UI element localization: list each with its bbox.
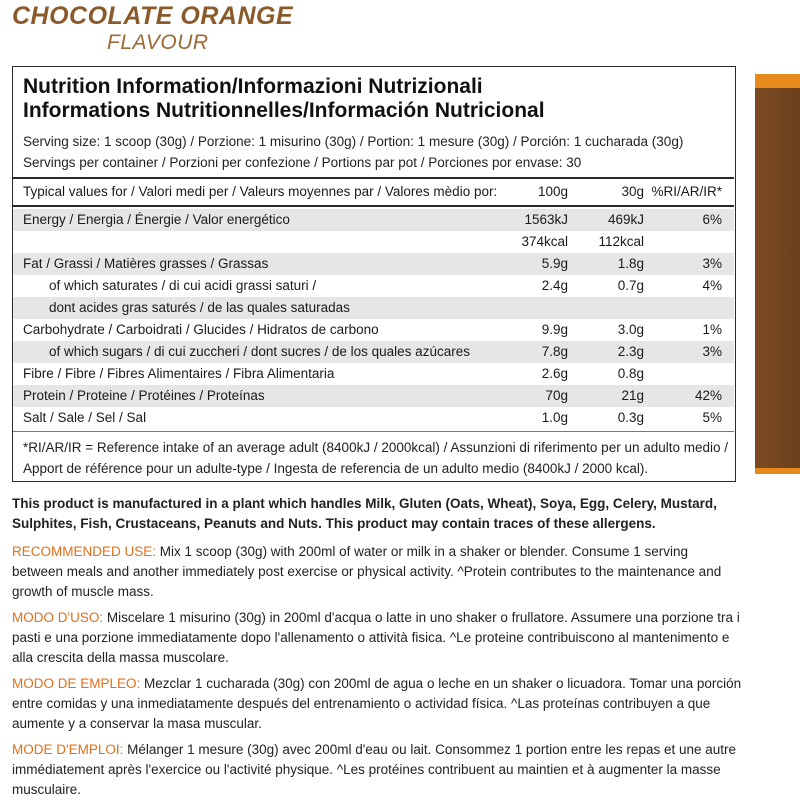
row-value-100g: 2.4g xyxy=(541,278,568,293)
row-label: of which sugars / di cui zuccheri / dont sucres / de los quales azúcares xyxy=(49,344,470,359)
usage-text: Mezclar 1 cucharada (30g) con 200ml de agua o leche en un shaker o licuadora. Tomar una porción entre comidas y una inmediatamente después del entrenamiento o actividad física. ^Las proteínas contribuyen a que aumente y a conservar la masa muscular. xyxy=(12,676,742,731)
nutrition-title xyxy=(23,75,723,123)
table-row xyxy=(13,363,734,385)
usage-it xyxy=(12,608,742,668)
row-label: of which saturates / di cui acidi grassi saturi / xyxy=(49,278,317,293)
header-col-ri: %RI/AR/IR* xyxy=(651,184,722,199)
row-value-ri: 6% xyxy=(702,212,722,227)
row-value-ri: 42% xyxy=(694,388,722,403)
row-label: Salt / Sale / Sel / Sal xyxy=(23,410,147,425)
table-row xyxy=(13,231,734,253)
row-value-100g: 9.9g xyxy=(541,322,568,337)
table-row xyxy=(13,341,734,363)
row-value-100g: 1563kJ xyxy=(524,212,568,227)
row-value-ri: 5% xyxy=(702,410,722,425)
usage-es xyxy=(12,674,742,734)
table-rule xyxy=(13,205,734,207)
header-col-30g: 30g xyxy=(621,184,644,199)
table-row xyxy=(13,319,734,341)
allergen-statement: This product is manufactured in a plant which handles Milk, Gluten (Oats, Wheat), Soya, Egg, Celery, Mustard, Sulphites, Fish, Crustaceans, Peanuts and Nuts. This product may contain traces of these allergens. xyxy=(12,496,717,531)
row-value-100g: 374kcal xyxy=(521,234,568,249)
reference-intake-footnote: *RI/AR/IR = Reference intake of an average adult (8400kJ / 2000kcal) / Assunzioni di riferimento per un adulto medio / Apport de référence pour un adulte-type / Ingesta de referencia de un adulto medio (8400kJ / 2000 kcal). xyxy=(23,440,729,476)
usage-fr xyxy=(12,740,742,800)
row-value-100g: 1.0g xyxy=(541,410,568,425)
table-row xyxy=(13,253,734,275)
row-label: Protein / Proteine / Protéines / Proteínas xyxy=(23,388,265,403)
nutrition-title-line2: Informations Nutritionnelles/Información Nutricional xyxy=(23,99,545,122)
flavour-word: FLAVOUR xyxy=(107,31,209,54)
usage-text: Miscelare 1 misurino (30g) in 200ml d'acqua o latte in uno shaker o frullatore. Assumere una porzione tra i pasti e una porzione immediatamente dopo l'allenamento o attività fisica. ^Le proteine contribuiscono al mantenimento e alla crescita della massa muscolare. xyxy=(12,610,740,665)
row-value-30g: 1.8g xyxy=(617,256,644,271)
serving-info xyxy=(23,131,723,173)
row-value-30g: 21g xyxy=(621,388,644,403)
row-label: Fat / Grassi / Matières grasses / Grassas xyxy=(23,256,269,271)
row-value-100g: 2.6g xyxy=(541,366,568,381)
row-value-ri: 1% xyxy=(702,322,722,337)
table-rule xyxy=(13,431,734,432)
table-row xyxy=(13,297,734,319)
row-label: Fibre / Fibre / Fibres Alimentaires / Fibra Alimentaria xyxy=(23,366,335,381)
nutrition-title-line1: Nutrition Information/Informazioni Nutrizionali xyxy=(23,75,483,98)
usage-label: MODE D'EMPLOI: xyxy=(12,742,124,757)
usage-label: MODO DE EMPLEO: xyxy=(12,676,141,691)
serving-size: Serving size: 1 scoop (30g) / Porzione: 1 misurino (30g) / Portion: 1 mesure (30g) / Porción: 1 cucharada (30g) xyxy=(23,134,684,149)
table-header-row xyxy=(13,181,734,203)
row-value-30g: 469kJ xyxy=(607,212,644,227)
row-value-30g: 0.8g xyxy=(617,366,644,381)
row-value-100g: 5.9g xyxy=(541,256,568,271)
row-value-30g: 112kcal xyxy=(598,234,644,249)
row-value-ri: 4% xyxy=(702,278,722,293)
nutrition-table xyxy=(12,66,736,482)
header-col-100g: 100g xyxy=(537,184,568,199)
row-value-100g: 7.8g xyxy=(541,344,568,359)
table-row xyxy=(13,407,734,429)
usage-label: RECOMMENDED USE: xyxy=(12,544,157,559)
row-value-30g: 0.3g xyxy=(617,410,644,425)
usage-label: MODO D'USO: xyxy=(12,610,104,625)
table-rule xyxy=(13,177,734,179)
table-row xyxy=(13,275,734,297)
servings-per-container: Servings per container / Porzioni per confezione / Portions par pot / Porciones por envase: 30 xyxy=(23,155,582,170)
row-value-ri: 3% xyxy=(702,256,722,271)
row-value-ri: 3% xyxy=(702,344,722,359)
flavour-name: CHOCOLATE ORANGE xyxy=(12,2,294,30)
flavour-header xyxy=(12,0,512,56)
row-value-30g: 2.3g xyxy=(617,344,644,359)
header-label: Typical values for / Valori medi per / Valeurs moyennes par / Valores mèdio por: xyxy=(23,184,498,199)
row-value-30g: 0.7g xyxy=(617,278,644,293)
row-label: dont acides gras saturés / de las quales saturadas xyxy=(49,300,350,315)
row-label: Energy / Energia / Énergie / Valor energético xyxy=(23,212,290,227)
table-row xyxy=(13,209,734,231)
table-row xyxy=(13,385,734,407)
usage-text: Mélanger 1 mesure (30g) avec 200ml d'eau ou lait. Consommez 1 portion entre les repas et une autre immédiatement après l'exercice ou l'activité physique. ^Les protéines contribuent au maintien et à augmenter la masse musculaire. xyxy=(12,742,737,797)
usage-en xyxy=(12,542,742,602)
row-label: Carbohydrate / Carboidrati / Glucides / Hidratos de carbono xyxy=(23,322,379,337)
row-value-30g: 3.0g xyxy=(617,322,644,337)
row-value-100g: 70g xyxy=(545,388,568,403)
usage-text: Mix 1 scoop (30g) with 200ml of water or milk in a shaker or blender. Consume 1 serving between meals and another immediately post exercise or physical activity. ^Protein contributes to the maintenance and growth of muscle mass. xyxy=(12,544,722,599)
